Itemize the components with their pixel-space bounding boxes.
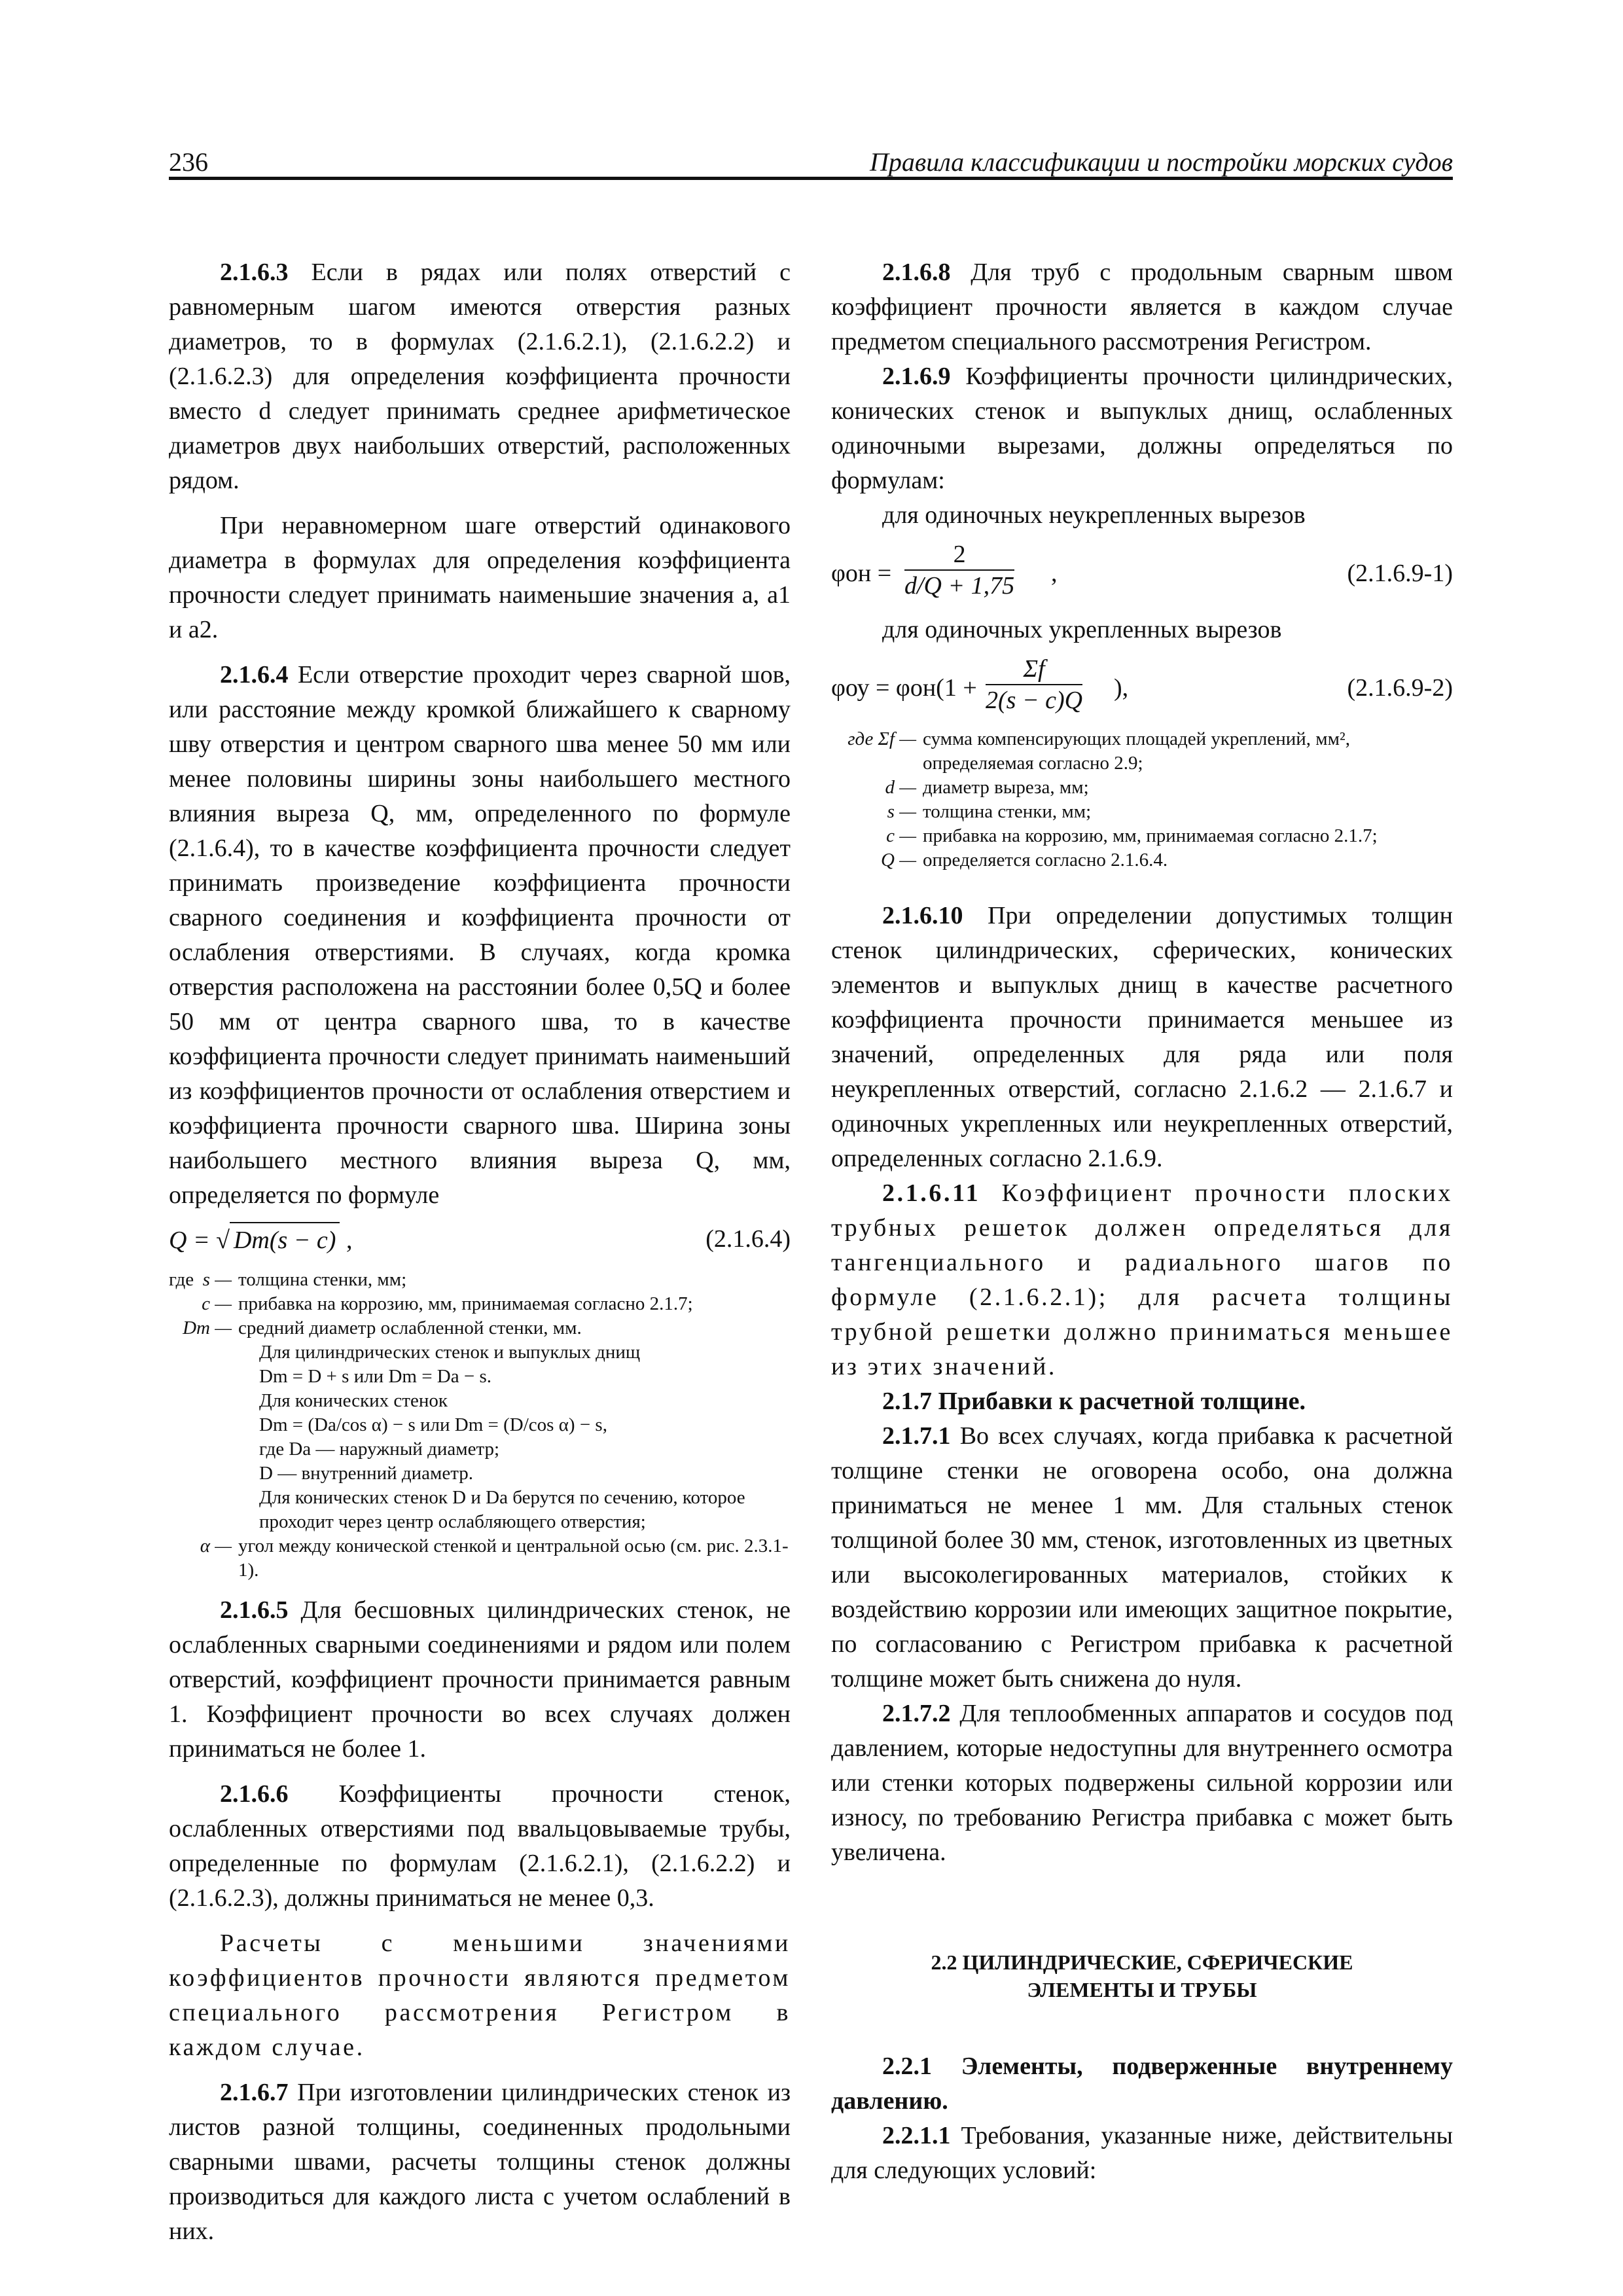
left-column xyxy=(169,255,791,2249)
page-number: 236 xyxy=(169,147,208,177)
paragraph-2-1-6-9: 2.1.6.9 Коэффициенты прочности цилиндрических, конических стенок и выпуклых днищ, ослабленных одиночными вырезами, должны определяться по формулам: xyxy=(831,363,1454,494)
section-2-2-heading: 2.2 ЦИЛИНДРИЧЕСКИЕ, СФЕРИЧЕСКИЕ ЭЛЕМЕНТЫ И ТРУБЫ xyxy=(931,1950,1353,2001)
formula-2-1-6-4: Q = √ Dm(s − c) , (2.1.6.4) xyxy=(169,1219,791,1260)
paragraph-2-1-7-2: 2.1.7.2 Для теплообменных аппаратов и сосудов под давлением, которые недоступны для внутреннего осмотра или стенки которых подвержены сильной коррозии или износу, по требованию Регистра прибавка c может быть увеличена. xyxy=(831,1700,1453,1866)
paragraph-2-1-6-11: 2.1.6.11 Коэффициент прочности плоских трубных решеток должен определяться для тангенциального и радиального шагов по формуле (2.1.6.2.1); для расчета толщины трубной решетки должно приниматься меньшее из этих значений. xyxy=(831,1179,1453,1380)
paragraph-2-1-6-4: 2.1.6.4 Если отверстие проходит через сварной шов, или расстояние между кромкой ближайшего к сварному шву отверстия и центром сварного шва менее 50 мм или менее половины ширины зоны наибольшего местного влияния выреза Q, мм, определенного по формуле (2.1.6.4), то в качестве коэффициента прочности следует принимать произведение коэффициента прочности сварного соединения и коэффициента прочности от ослабления отверстиями. В случаях, когда кромка отверстия расположена на расстоянии более 0,5Q и более 50 мм от центра сварного шва, то в качестве коэффициента прочности следует принимать наименьший из коэффициентов прочности от ослабления отверстием и коэффициента прочности сварного шва. Ширина зоны наибольшего местного влияния выреза Q, мм, определяется по формуле xyxy=(169,661,791,1209)
paragraph-2-1-6-3: 2.1.6.3 Если в рядах или полях отверстий с равномерным шагом имеются отверстия разных диаметров, то в формулах (2.1.6.2.1), (2.1.6.2.2) и (2.1.6.2.3) для определения коэффициента прочности вместо d следует принимать среднее арифметическое диаметров двух наибольших отверстий, расположенных рядом. xyxy=(169,259,791,494)
formula-legend: где s — толщина стенки, мм; c — прибавка на коррозию, мм, принимаемая согласно 2.1.7; Dm — средний диаметр ослабленной стенки, мм. Для цилиндрических стенок и выпуклых днищ Dm = D + s или Dm = Da − s. Для конических стенок Dm = (Da/cos α) − s или Dm = (D/cos α) − s, где Da — наружный диаметр; D — внутренний диаметр. Для конических стенок D и Da берутся по сечению, которое проходит через центр ослабляющего отверстия; α — угол между конической стенкой и центральной осью (см. рис. 2.3.1-1). xyxy=(169,1269,789,1581)
formula-number: (2.1.6.4) xyxy=(705,1225,791,1253)
header-rule xyxy=(169,177,1453,180)
formula-number: (2.1.6.9-2) xyxy=(1347,674,1453,702)
paragraph-2-1-6-7: 2.1.6.7 При изготовлении цилиндрических стенок из листов разной толщины, соединенных продольными сварными швами, расчеты толщины стенок должны производиться для каждого листа с учетом ослаблений в них. xyxy=(169,2079,791,2245)
paragraph-2-1-7-1: 2.1.7.1 Во всех случаях, когда прибавка к расчетной толщине стенки не оговорена особо, она должна приниматься не менее 1 мм. Для стальных стенок толщиной более 30 мм, стенок, изготовленных из цветных или высоколегированных материалов, стойких к воздействию коррозии или имеющих защитное покрытие, по согласованию с Регистром прибавка к расчетной толщине может быть снижена до нуля. xyxy=(831,1422,1454,1693)
paragraph-special-review: Расчеты с меньшими значениями коэффициентов прочности являются предметом специального рассмотрения Регистром в каждом случае. xyxy=(169,1929,791,2061)
running-title: Правила классификации и постройки морских судов xyxy=(869,147,1453,177)
formula-2-1-6-9-2: φоу = φон(1 + $\frac{\Sigma f}{2(s - c)Q}$ ), (2.1.6.9-2) xyxy=(831,655,1453,714)
formula-legend: где Σf — сумма компенсирующих площадей укреплений, мм², определяемая согласно 2.9; d — диаметр выреза, мм; s — толщина стенки, мм; c — прибавка на коррозию, мм, принимаемая согласно 2.1.7; Q — определяется согласно 2.1.6.4. xyxy=(847,728,1378,870)
paragraph-2-1-6-10: 2.1.6.10 При определении допустимых толщин стенок цилиндрических, сферических, конических элементов и выпуклых днищ в качестве расчетного коэффициента прочности принимается меньшее из значений, определенных для ряда или поля неукрепленных отверстий, согласно 2.1.6.2 — 2.1.6.7 и одиночных укрепленных или неукрепленных отверстий, определенных согласно 2.1.6.9. xyxy=(831,902,1453,1172)
paragraph-uneven-pitch: При неравномерном шаге отверстий одинакового диаметра в формулах для определения коэффициента прочности следует принимать наименьшие значения a, a1 и a2. xyxy=(169,512,791,643)
paragraph-2-2-1-1: 2.2.1.1 Требования, указанные ниже, действительны для следующих условий: xyxy=(831,2122,1453,2184)
formula-number: (2.1.6.9-1) xyxy=(1347,560,1453,587)
paragraph-2-1-6-5: 2.1.6.5 Для бесшовных цилиндрических стенок, не ослабленных сварными соединениями и рядом или полем отверстий, коэффициент прочности принимается равным 1. Коэффициент прочности во всех случаях должен приниматься не более 1. xyxy=(169,1596,791,1763)
paragraph-2-1-6-8: 2.1.6.8 Для труб с продольным сварным швом коэффициент прочности является в каждом случае предметом специального рассмотрения Регистром. xyxy=(831,259,1453,355)
section-2-1-7-title: 2.1.7 Прибавки к расчетной толщине. xyxy=(882,1388,1306,1415)
caption-reinforced: для одиночных укрепленных вырезов xyxy=(882,616,1282,643)
caption-unreinforced: для одиночных неукрепленных вырезов xyxy=(882,501,1306,529)
right-column xyxy=(831,255,1453,2188)
page-header xyxy=(169,143,1453,182)
section-2-2-1-title: 2.2.1 Элементы, подверженные внутреннему давлению. xyxy=(831,2053,1453,2115)
paragraph-2-1-6-6: 2.1.6.6 Коэффициенты прочности стенок, ослабленных отверстиями под ввальцовываемые трубы, определенные по формулам (2.1.6.2.1), (2.1.6.2.2) и (2.1.6.2.3), должны приниматься не менее 0,3. xyxy=(169,1780,791,1912)
formula-2-1-6-9-1: φон = $\frac{2}{d/Q + 1,75}$ , (2.1.6.9-1) xyxy=(831,541,1453,600)
